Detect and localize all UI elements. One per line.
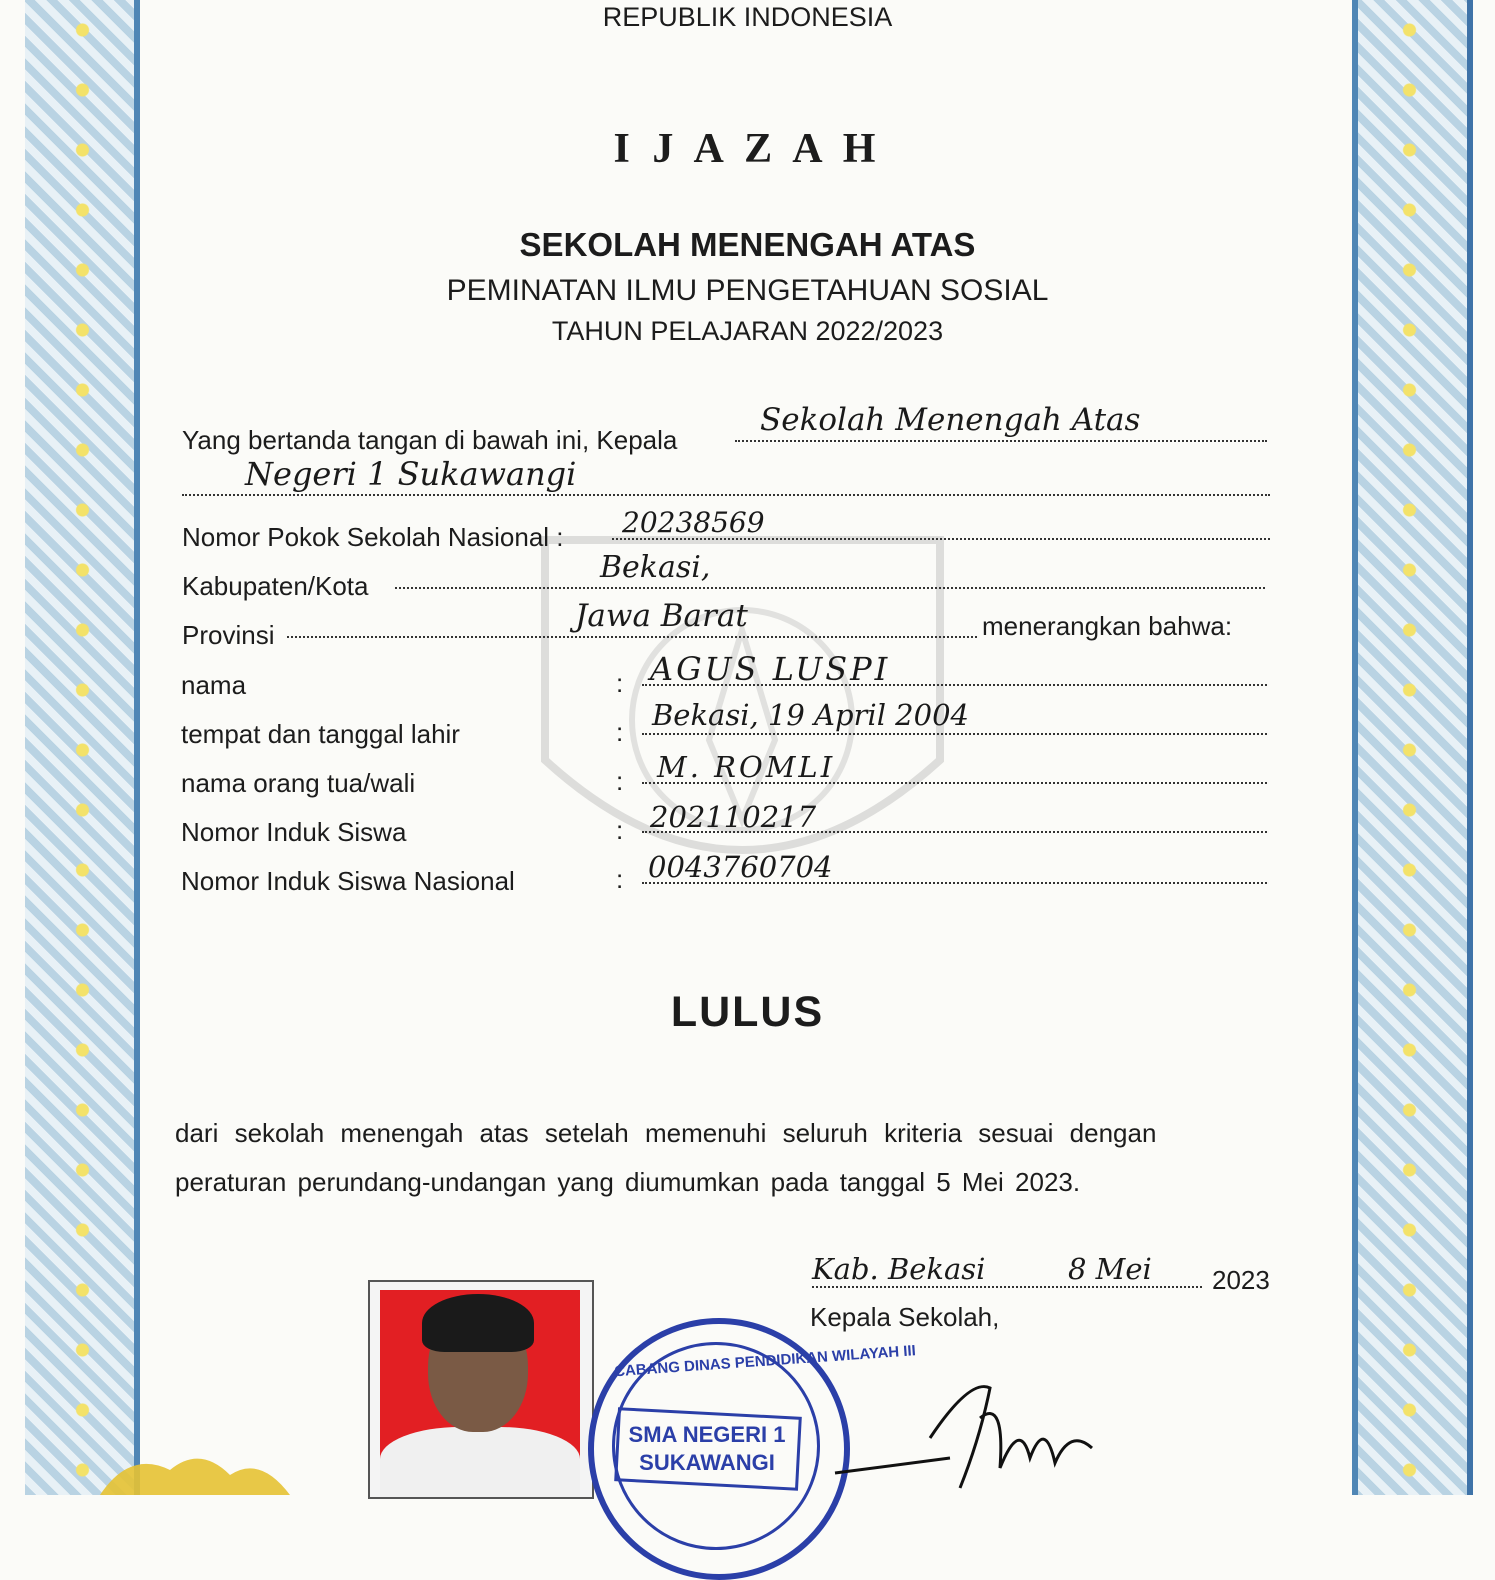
statement-line-1: dari sekolah menengah atas setelah memenuhi seluruh kriteria sesuai dengan bbox=[175, 1118, 1157, 1148]
dotted-line bbox=[287, 636, 977, 638]
menerangkan-text: menerangkan bahwa: bbox=[982, 611, 1233, 641]
intro-label: Yang bertanda tangan di bawah ini, Kepala bbox=[182, 425, 678, 455]
dotted-line bbox=[182, 494, 1270, 496]
academic-year: TAHUN PELAJARAN 2022/2023 bbox=[551, 316, 944, 346]
dotted-line bbox=[812, 1286, 1202, 1288]
republic-heading: REPUBLIK INDONESIA bbox=[602, 2, 893, 32]
signature-year: 2023 bbox=[1212, 1265, 1270, 1295]
principal-signature bbox=[830, 1378, 1100, 1495]
right-ornamental-border bbox=[1352, 0, 1467, 1495]
colon: : bbox=[616, 717, 624, 747]
left-ornamental-border bbox=[25, 0, 140, 1495]
official-stamp bbox=[588, 1318, 917, 1580]
statement-line-2: peraturan perundang-undangan yang diumumkan pada tanggal 5 Mei 2023. bbox=[175, 1167, 1081, 1197]
ttl-value: Bekasi, 19 April 2004 bbox=[652, 698, 969, 732]
program-heading: PEMINATAN ILMU PENGETAHUAN SOSIAL bbox=[446, 274, 1049, 307]
ortu-value: M. ROMLI bbox=[657, 750, 836, 784]
colon: : bbox=[616, 766, 624, 796]
school-name-handwritten-1: Sekolah Menengah Atas bbox=[760, 402, 1141, 438]
gold-ornament-icon bbox=[100, 1445, 290, 1495]
dotted-line bbox=[642, 733, 1267, 735]
provinsi-value: Jawa Barat bbox=[575, 598, 748, 634]
kabupaten-value: Bekasi, bbox=[600, 550, 711, 585]
stamp-outer-text: CABANG DINAS PENDIDIKAN WILAYAH III bbox=[613, 1342, 917, 1381]
school-name-handwritten-2: Negeri 1 Sukawangi bbox=[245, 455, 577, 493]
signature-title: Kepala Sekolah, bbox=[810, 1302, 1000, 1332]
npsn-label: Nomor Pokok Sekolah Nasional : bbox=[182, 522, 564, 552]
signature-place: Kab. Bekasi bbox=[812, 1252, 986, 1286]
provinsi-label: Provinsi bbox=[182, 620, 275, 650]
dotted-line bbox=[395, 587, 1265, 589]
student-photo bbox=[368, 1280, 594, 1499]
nama-value: AGUS LUSPI bbox=[650, 650, 891, 688]
colon: : bbox=[616, 815, 624, 845]
npsn-value: 20238569 bbox=[622, 506, 765, 539]
kabupaten-label: Kabupaten/Kota bbox=[182, 571, 369, 601]
colon: : bbox=[616, 864, 624, 894]
stamp-school-line-2: SUKAWANGI bbox=[639, 1450, 775, 1475]
school-type-heading: SEKOLAH MENENGAH ATAS bbox=[519, 226, 976, 263]
result-heading: LULUS bbox=[670, 988, 825, 1036]
nisn-label: Nomor Induk Siswa Nasional bbox=[181, 866, 515, 896]
nis-value: 202110217 bbox=[650, 800, 817, 834]
page-title: I J A Z A H bbox=[613, 126, 882, 172]
nama-label: nama bbox=[181, 670, 247, 700]
ortu-label: nama orang tua/wali bbox=[181, 768, 416, 798]
colon: : bbox=[616, 668, 624, 698]
nisn-value: 0043760704 bbox=[648, 850, 833, 884]
nis-label: Nomor Induk Siswa bbox=[181, 817, 407, 847]
ttl-label: tempat dan tanggal lahir bbox=[181, 719, 460, 749]
dotted-line bbox=[735, 440, 1267, 442]
stamp-school-line-1: SMA NEGERI 1 bbox=[628, 1422, 786, 1447]
signature-date: 8 Mei bbox=[1068, 1252, 1152, 1286]
